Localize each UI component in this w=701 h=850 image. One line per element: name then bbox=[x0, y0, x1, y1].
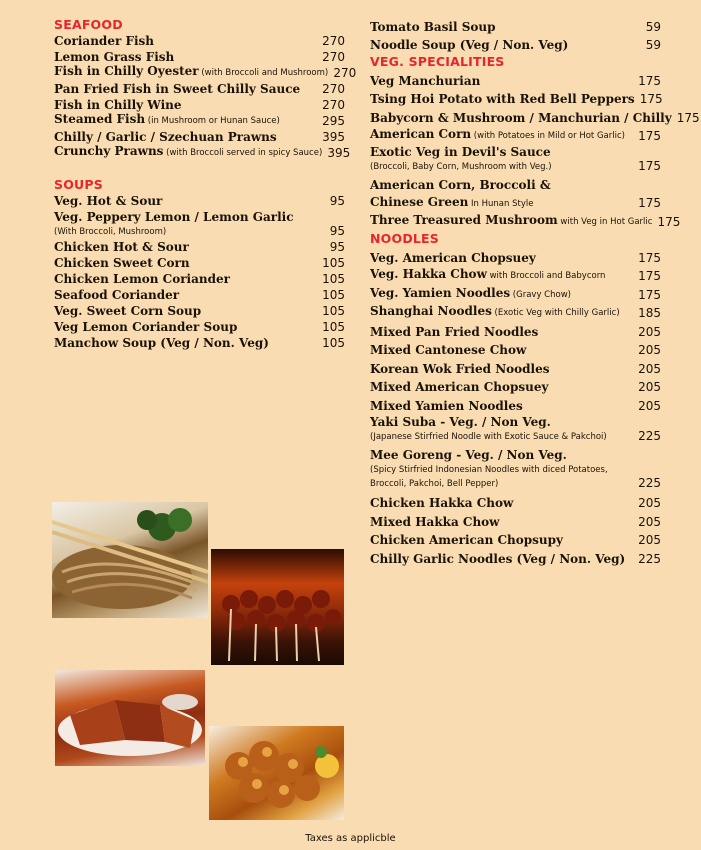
item-price: 205 bbox=[638, 361, 661, 376]
item-price: 175 bbox=[638, 287, 661, 302]
menu-item bbox=[54, 303, 345, 319]
item-name: Chicken Hakka Chow bbox=[370, 496, 514, 510]
item-name-wrap bbox=[54, 63, 328, 81]
item-name: Noodle Soup (Veg / Non. Veg) bbox=[370, 38, 569, 52]
item-name-wrap bbox=[370, 514, 500, 530]
item-name-wrap bbox=[370, 37, 568, 53]
item-name: Crunchy Prawns bbox=[54, 144, 164, 158]
item-name-wrap bbox=[370, 495, 513, 511]
right-menu-column bbox=[370, 16, 700, 567]
item-price: 105 bbox=[322, 272, 345, 286]
item-name-wrap bbox=[370, 212, 652, 230]
item-price: 95 bbox=[329, 224, 345, 238]
menu-item bbox=[54, 81, 345, 97]
item-description: (Broccoli, Baby Corn, Mushroom with Veg.) bbox=[370, 162, 552, 172]
item-price: 225 bbox=[638, 475, 661, 490]
menu-item bbox=[370, 414, 661, 444]
item-price: 205 bbox=[638, 496, 661, 510]
item-name: Mixed Cantonese Chow bbox=[370, 343, 527, 357]
item-name: Veg Lemon Coriander Soup bbox=[54, 320, 238, 334]
item-name: Babycorn & Mushroom / Manchurian / Chilly bbox=[370, 110, 672, 125]
veg-specialities-heading: VEG. SPECIALITIES bbox=[370, 54, 505, 69]
item-price: 295 bbox=[322, 114, 345, 128]
item-name-wrap bbox=[54, 255, 190, 271]
left-menu-column bbox=[54, 16, 357, 351]
item-price: 205 bbox=[638, 324, 661, 339]
menu-item bbox=[370, 284, 661, 303]
menu-item bbox=[370, 211, 681, 230]
item-name-wrap bbox=[54, 303, 201, 319]
item-name: Tomato Basil Soup bbox=[370, 19, 496, 34]
item-name: Exotic Veg in Devil's Sauce bbox=[370, 145, 551, 159]
item-name: Chicken Lemon Coriander bbox=[54, 272, 230, 286]
item-name: Veg Manchurian bbox=[370, 73, 481, 88]
item-name-wrap bbox=[54, 33, 154, 49]
item-name: Veg. Hakka Chow bbox=[370, 267, 487, 281]
item-name-wrap bbox=[370, 398, 523, 414]
item-name: American Corn, Broccoli & bbox=[370, 178, 551, 192]
item-price: 225 bbox=[638, 551, 661, 566]
noodles-heading: NOODLES bbox=[370, 231, 439, 246]
menu-item bbox=[370, 340, 661, 359]
skewers-photo bbox=[211, 549, 344, 665]
item-name: Pan Fried Fish in Sweet Chilly Sauce bbox=[54, 82, 301, 96]
noodles-list bbox=[370, 247, 661, 414]
item-price: 59 bbox=[645, 38, 661, 52]
item-name-wrap bbox=[370, 285, 571, 303]
menu-item bbox=[370, 377, 661, 396]
item-note: In Hunan Style bbox=[468, 199, 534, 209]
menu-item bbox=[54, 335, 345, 351]
item-name-wrap bbox=[370, 551, 625, 567]
item-name: Steamed Fish bbox=[54, 112, 146, 126]
item-name: Manchow Soup (Veg / Non. Veg) bbox=[54, 336, 269, 350]
item-price: 175 bbox=[638, 196, 661, 210]
item-name-wrap bbox=[54, 143, 322, 161]
menu-item bbox=[54, 319, 345, 335]
item-name: Veg. Hot & Sour bbox=[54, 194, 163, 208]
item-name-wrap bbox=[370, 19, 496, 35]
item-name: Veg. American Chopsuey bbox=[370, 250, 536, 265]
item-price: 105 bbox=[322, 336, 345, 350]
item-price: 175 bbox=[638, 159, 661, 173]
item-note: (with Potatoes in Mild or Hot Garlic) bbox=[471, 131, 625, 141]
item-price: 95 bbox=[329, 240, 345, 254]
item-name-line2: Chinese Green bbox=[370, 195, 469, 209]
item-name: Chilly / Garlic / Szechuan Prawns bbox=[54, 130, 277, 144]
menu-item bbox=[370, 303, 661, 322]
item-note: (with Broccoli served in spicy Sauce) bbox=[163, 148, 323, 158]
noodles-list-continued bbox=[370, 493, 661, 567]
item-name-wrap bbox=[370, 379, 548, 395]
item-price: 175 bbox=[638, 129, 661, 143]
item-price: 270 bbox=[322, 98, 345, 112]
menu-item bbox=[370, 177, 661, 211]
menu-item bbox=[370, 247, 661, 266]
fried-chicken-photo bbox=[209, 726, 344, 820]
menu-item bbox=[54, 271, 345, 287]
item-name: Mixed Hakka Chow bbox=[370, 514, 500, 529]
item-name-continued bbox=[370, 194, 551, 211]
item-name: Three Treasured Mushroom bbox=[370, 213, 558, 227]
menu-item bbox=[54, 193, 345, 209]
menu-item bbox=[370, 266, 661, 285]
seafood-list bbox=[54, 33, 357, 161]
item-name-wrap bbox=[54, 335, 269, 351]
item-price: 395 bbox=[327, 146, 351, 160]
item-name: Chicken American Chopsupy bbox=[370, 533, 564, 547]
item-name-wrap bbox=[370, 250, 536, 266]
menu-item bbox=[54, 255, 345, 271]
menu-item bbox=[370, 321, 661, 340]
item-price: 175 bbox=[638, 73, 661, 88]
item-price: 175 bbox=[638, 269, 661, 283]
item-name-wrap bbox=[370, 110, 672, 126]
item-name-wrap bbox=[370, 73, 480, 89]
item-description-continued: Broccoli, Pakchoi, Bell Pepper) bbox=[370, 478, 499, 489]
item-price: 105 bbox=[322, 256, 345, 270]
item-name-wrap bbox=[370, 532, 563, 548]
item-name: Mixed American Chopsuey bbox=[370, 380, 549, 394]
item-name-wrap bbox=[370, 91, 635, 107]
item-price: 175 bbox=[639, 92, 663, 106]
item-name: Lemon Grass Fish bbox=[54, 50, 175, 64]
item-name-wrap bbox=[54, 111, 280, 129]
item-name: Coriander Fish bbox=[54, 34, 155, 48]
item-name: Veg. Sweet Corn Soup bbox=[54, 304, 202, 318]
item-name: Korean Wok Fried Noodles bbox=[370, 361, 550, 376]
menu-item bbox=[370, 530, 661, 549]
menu-item bbox=[54, 33, 345, 49]
item-price: 205 bbox=[638, 514, 661, 529]
menu-item bbox=[54, 113, 345, 129]
item-name: Fish in Chilly Wine bbox=[54, 98, 182, 112]
menu-item bbox=[54, 287, 345, 303]
item-name-wrap bbox=[370, 324, 538, 340]
item-price: 105 bbox=[322, 288, 345, 302]
item-price: 175 bbox=[676, 110, 700, 125]
item-name-wrap bbox=[370, 126, 625, 144]
menu-item bbox=[370, 358, 661, 377]
item-price: 175 bbox=[657, 215, 681, 229]
menu-item bbox=[370, 447, 661, 491]
menu-item bbox=[370, 144, 661, 174]
item-description: (Japanese Stirfried Noodle with Exotic Sauce & Pakchoi) bbox=[370, 431, 607, 442]
soups-heading: SOUPS bbox=[54, 177, 103, 192]
menu-item bbox=[370, 35, 661, 54]
item-name: Seafood Coriander bbox=[54, 288, 180, 302]
item-name: Fish in Chilly Oyester bbox=[54, 64, 199, 78]
item-price: 95 bbox=[329, 194, 345, 208]
item-note: (with Broccoli and Mushroom) bbox=[198, 68, 329, 78]
menu-item bbox=[370, 126, 661, 145]
item-name-wrap bbox=[54, 287, 179, 303]
item-price: 395 bbox=[322, 130, 345, 144]
item-name: Veg. Yamien Noodles bbox=[370, 285, 511, 300]
roast-duck-photo bbox=[55, 670, 205, 766]
menu-item bbox=[370, 548, 661, 567]
soups-list bbox=[54, 239, 345, 351]
item-name: Yaki Suba - Veg. / Non Veg. bbox=[370, 414, 551, 429]
item-name: Mee Goreng - Veg. / Non Veg. bbox=[370, 447, 567, 462]
item-name: Tsing Hoi Potato with Red Bell Peppers bbox=[370, 92, 635, 106]
item-name-wrap bbox=[54, 319, 237, 335]
item-name-wrap bbox=[54, 271, 230, 287]
item-note: with Veg in Hot Garlic bbox=[557, 217, 653, 227]
item-price: 270 bbox=[322, 34, 345, 48]
item-name: Veg. Peppery Lemon / Lemon Garlic bbox=[54, 210, 294, 224]
item-note: (Exotic Veg with Chilly Garlic) bbox=[491, 308, 620, 318]
item-name: Mixed Yamien Noodles bbox=[370, 398, 523, 413]
item-name-wrap bbox=[54, 81, 300, 97]
item-name: Shanghai Noodles bbox=[370, 304, 492, 318]
item-name-wrap bbox=[54, 239, 189, 255]
menu-item bbox=[54, 239, 345, 255]
item-name-wrap bbox=[370, 303, 620, 321]
menu-item bbox=[370, 511, 661, 530]
item-name-wrap bbox=[370, 266, 605, 284]
item-description: (With Broccoli, Mushroom) bbox=[54, 227, 167, 237]
veg-specialities-list bbox=[370, 70, 700, 144]
item-name: American Corn bbox=[370, 127, 472, 141]
item-name: Chilly Garlic Noodles (Veg / Non. Veg) bbox=[370, 551, 626, 566]
noodles-photo bbox=[52, 502, 208, 618]
item-price: 105 bbox=[322, 320, 345, 334]
menu-item bbox=[54, 209, 345, 239]
menu-item bbox=[54, 64, 357, 81]
item-price: 205 bbox=[638, 343, 661, 357]
item-name-wrap bbox=[370, 342, 526, 358]
item-price: 205 bbox=[638, 398, 661, 413]
menu-item bbox=[370, 493, 661, 512]
item-note: (Gravy Chow) bbox=[510, 289, 571, 300]
item-description: (Spicy Stirfried Indonesian Noodles with diced Potatoes, bbox=[370, 464, 608, 475]
item-price: 59 bbox=[645, 19, 661, 34]
item-price: 105 bbox=[322, 304, 345, 318]
item-price: 205 bbox=[638, 533, 661, 547]
menu-item bbox=[370, 107, 700, 126]
item-note: with Broccoli and Babycorn bbox=[486, 271, 606, 281]
item-price: 175 bbox=[638, 250, 661, 265]
menu-item bbox=[370, 89, 661, 108]
item-name-wrap bbox=[370, 361, 550, 377]
item-price: 270 bbox=[322, 50, 345, 64]
menu-item bbox=[370, 70, 661, 89]
item-name: Chicken Sweet Corn bbox=[54, 256, 190, 270]
footer-note: Taxes as applicble bbox=[305, 833, 396, 844]
menu-item bbox=[54, 144, 351, 161]
item-note: (in Mushroom or Hunan Sauce) bbox=[145, 116, 280, 126]
menu-item bbox=[370, 395, 661, 414]
menu-item bbox=[370, 16, 661, 35]
item-price: 205 bbox=[638, 380, 661, 394]
item-price: 270 bbox=[322, 82, 345, 96]
item-name: Chicken Hot & Sour bbox=[54, 240, 189, 254]
item-price: 225 bbox=[638, 428, 661, 443]
item-name: Mixed Pan Fried Noodles bbox=[370, 324, 539, 339]
item-price: 270 bbox=[333, 66, 357, 80]
seafood-heading: SEAFOOD bbox=[54, 17, 123, 32]
item-price: 185 bbox=[638, 306, 661, 320]
soups-continued-list bbox=[370, 16, 661, 53]
